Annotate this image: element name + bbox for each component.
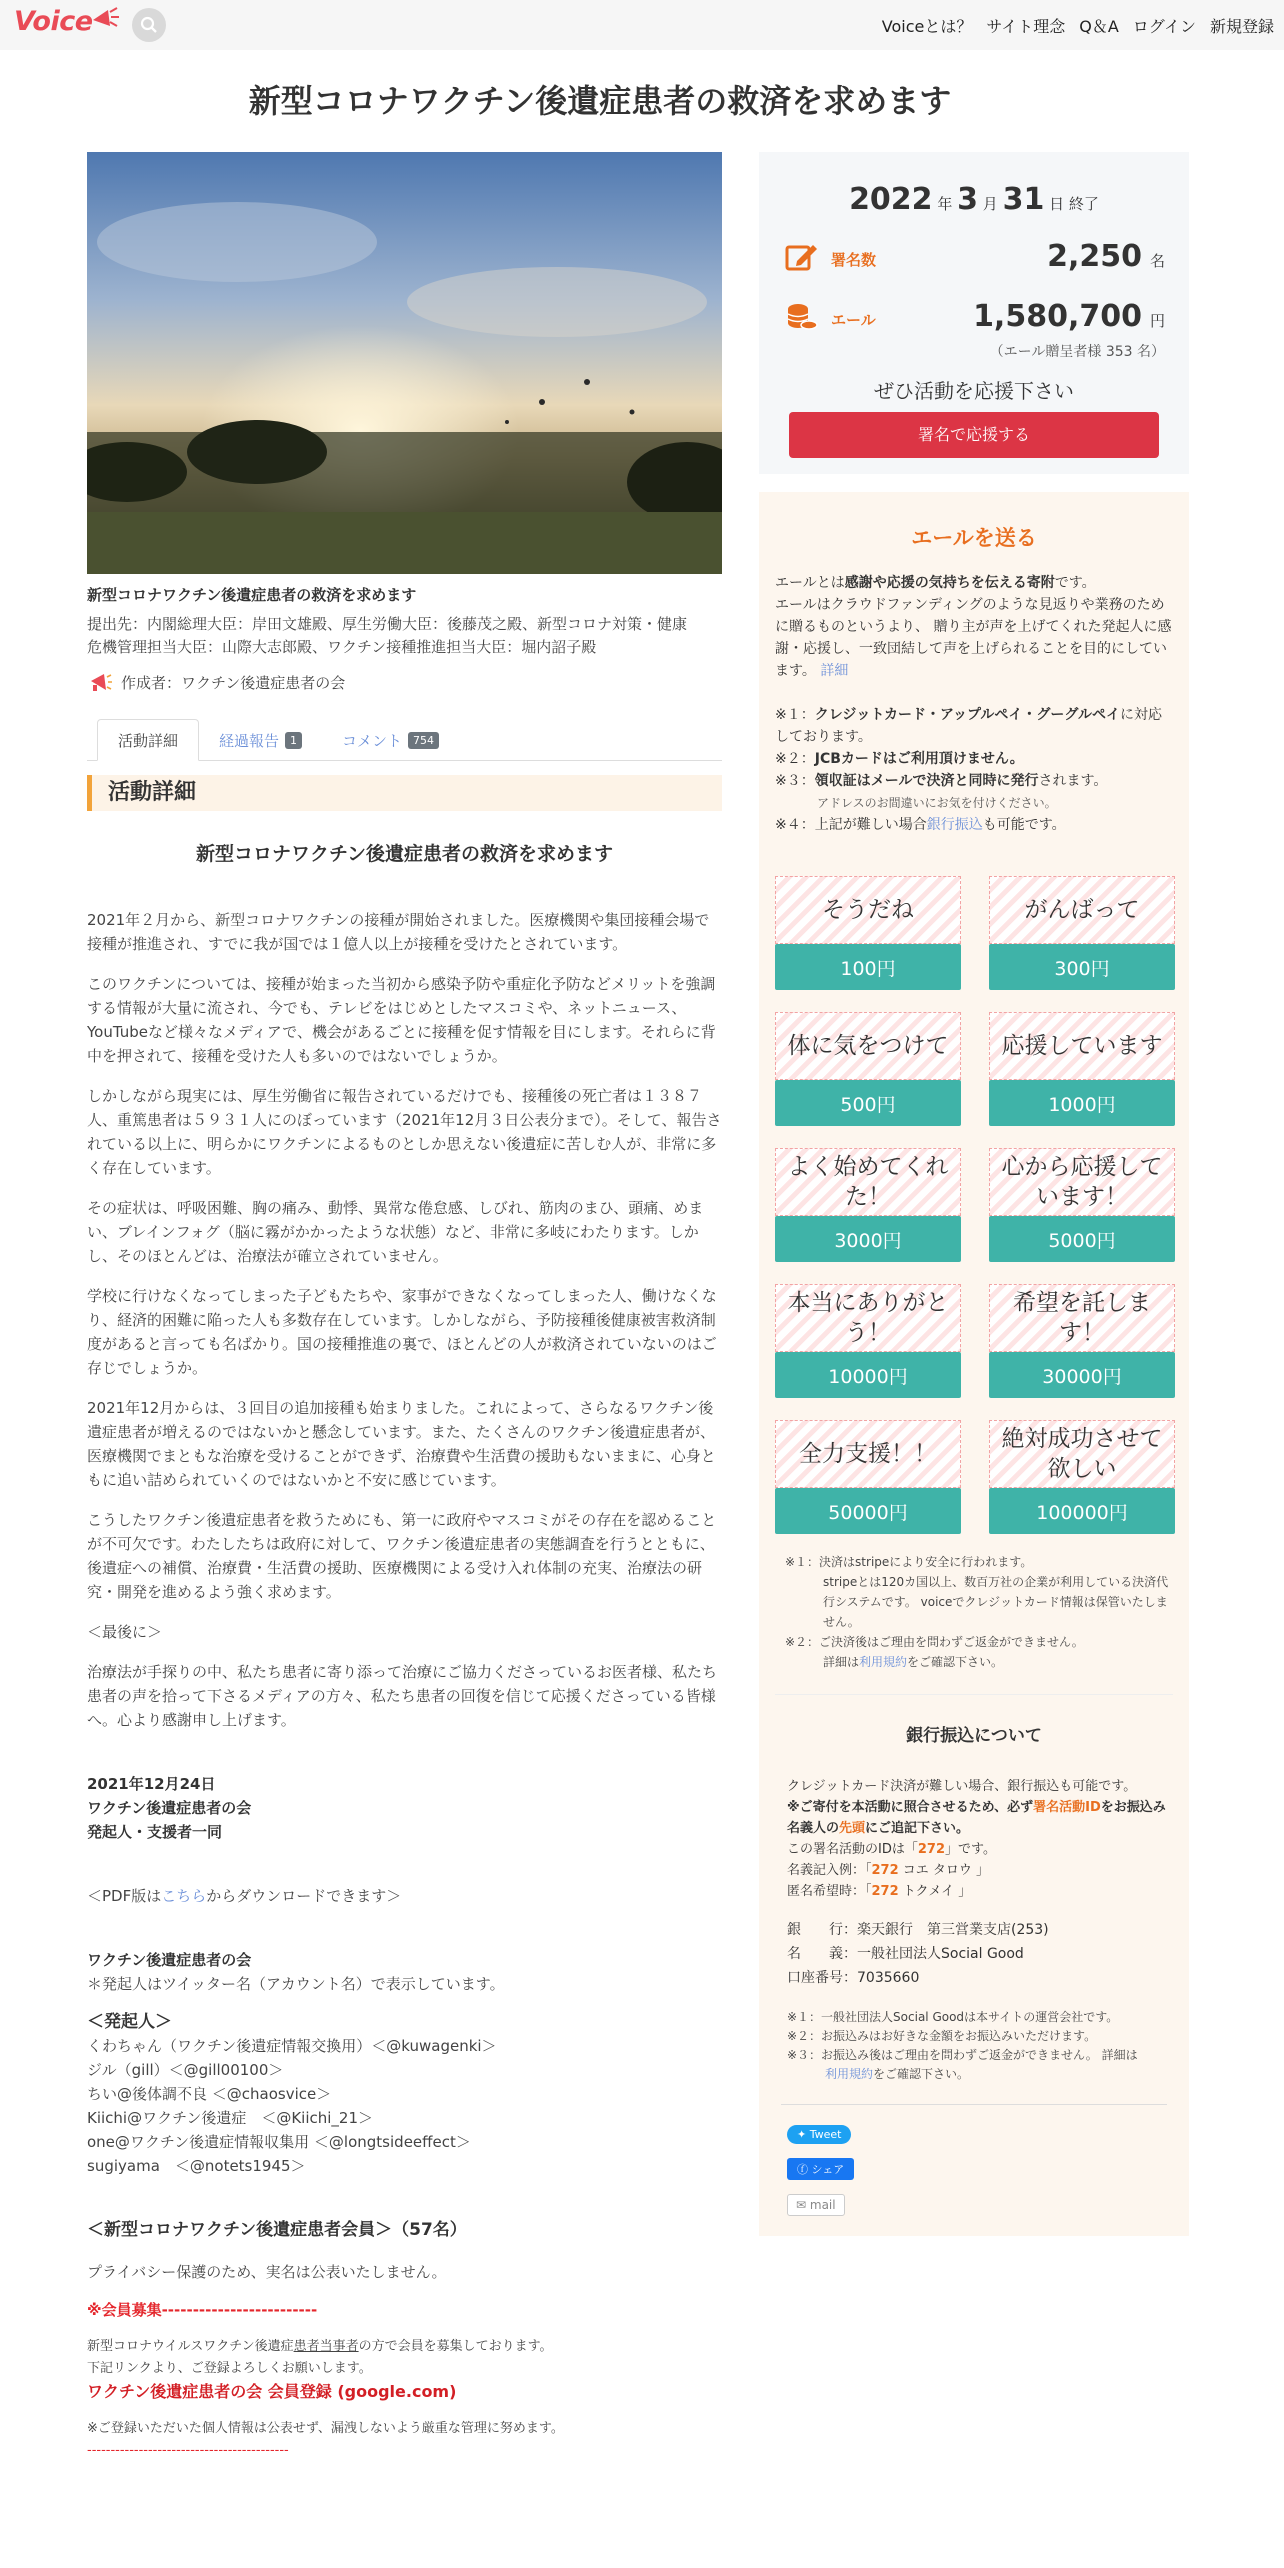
nav-link-about[interactable]: Voiceとは？: [881, 17, 973, 36]
deadline-year-unit: 年: [937, 195, 953, 213]
amount-card[interactable]: [775, 1420, 961, 1534]
recruit-text: [87, 2336, 722, 2358]
tab-comments[interactable]: [322, 719, 459, 761]
paragraph: 2021年12月からは、３回目の追加接種も始まりました。これによって、さらなるワクチン後遺症患者が増えるのではないかと懸念しています。また、たくさんのワクチン後遺症患者が、医療機関でまともな治療を受けることができず、治療費や生活費の援助もないままに、心身ともに追い詰められていくのではないかと不安に感じています。: [87, 1399, 716, 1489]
amount-card[interactable]: [775, 1012, 961, 1126]
progress-count-badge: 1: [285, 732, 302, 749]
amount-button[interactable]: 30000円: [989, 1352, 1175, 1398]
amount-message: 体に気をつけて: [775, 1012, 961, 1080]
pay-note-1-sub: stripeとは120カ国以上、数百万社の企業が利用している決済代行システムです。 voiceでクレジットカード情報は保管いたしません。: [823, 1575, 1169, 1629]
deadline-status: 終了: [1068, 195, 1099, 213]
yell-detail-link[interactable]: 詳細: [820, 663, 849, 679]
yell-desc-a: エールとは: [775, 575, 845, 591]
bank-ex-a: 名義記入例：「: [787, 1863, 872, 1878]
bank-anon-b: 272: [871, 1884, 899, 1899]
paragraph: ＜最後に＞: [87, 1623, 163, 1641]
amount-card[interactable]: [989, 1284, 1175, 1398]
bank-id-a: この署名活動のIDは「: [787, 1842, 918, 1857]
yell-number: 1,580,700: [973, 299, 1142, 334]
yell-row: [773, 297, 1175, 337]
account-number: 口座番号：7035660: [787, 1970, 920, 1986]
search-button[interactable]: [132, 8, 166, 42]
deadline-month: 3: [957, 182, 979, 217]
amount-card[interactable]: [775, 1148, 961, 1262]
yell-givers: （エール贈呈者様 353 名）: [989, 344, 1165, 360]
yell-label: エール: [831, 311, 876, 329]
bank-notes: [781, 2008, 1167, 2084]
mail-label: mail: [809, 2198, 836, 2212]
signatures-number: 2,250: [1047, 239, 1142, 274]
signature-pen-icon: [785, 241, 819, 273]
yell-desc-2: エールはクラウドファンディングのような見返りや業務のために贈るものというより、 贈り主が声を上げてくれた発起人に感謝・応援し、一致団結して声を上げられることを目的にしています。: [775, 597, 1172, 679]
pay-note-2-c: をご確認下さい。: [907, 1655, 1004, 1669]
signatures-unit: 名: [1149, 252, 1165, 270]
tab-comments-label: コメント: [342, 731, 403, 750]
coins-icon: [785, 301, 819, 335]
bank-id-c: 」です。: [945, 1842, 996, 1857]
note4-prefix: ※４：上記が難しい場合: [775, 817, 927, 833]
amount-card[interactable]: [989, 1012, 1175, 1126]
amount-message: 全力支援！！: [775, 1420, 961, 1488]
body-text: [87, 908, 722, 2462]
mail-icon: ✉: [796, 2198, 810, 2212]
signatures-label: 署名数: [831, 251, 877, 269]
facebook-share-button[interactable]: [787, 2158, 854, 2180]
tab-progress[interactable]: [199, 719, 322, 761]
payment-notes: [775, 1552, 1173, 1672]
amount-message: 絶対成功させて欲しい: [989, 1420, 1175, 1488]
group-name: ワクチン後遺症患者の会: [87, 1951, 252, 1969]
bank-line-2e: にご追記下さい。: [865, 1821, 970, 1836]
founder-item: Kiichi@ワクチン後遺症 ＜@Kiichi_21＞: [87, 2109, 374, 2127]
group-note: ＊発起人はツイッター名（アカウント名）で表示しています。: [87, 1975, 505, 1993]
nav-link-qa[interactable]: Q＆A: [1079, 17, 1119, 36]
bank-line-2c: をお振込み名義人の: [787, 1800, 1166, 1836]
signature-group: ワクチン後遺症患者の会: [87, 1799, 252, 1817]
bank-instructions: [781, 1776, 1167, 1902]
paragraph: しかしながら現実には、厚生労働省に報告されているだけでも、接種後の死亡者は１３８７人、重篤患者は５９３１人にのぼっています（2021年12月３日公表分まで）。そして、報告されている以上に、明らかにワクチンによるものとしか思えない後遺症に苦しむ人が、非常に多く存在しています。: [87, 1087, 722, 1177]
register-link[interactable]: ワクチン後遺症患者の会 会員登録 (google.com): [87, 2382, 457, 2401]
bank-transfer-link[interactable]: 銀行振込: [926, 817, 983, 833]
mail-button[interactable]: [787, 2194, 845, 2216]
signatures-value: [1047, 239, 1165, 274]
nav-link-philosophy[interactable]: サイト理念: [986, 17, 1066, 36]
top-nav: [0, 0, 1284, 50]
bank-anon-c: トクメイ 」: [898, 1884, 972, 1899]
recruit-text-b: 患者当事者: [293, 2339, 359, 2354]
logo[interactable]: Voice: [14, 6, 93, 37]
amount-button[interactable]: 3000円: [775, 1216, 961, 1262]
pdf-suffix: からダウンロードできます＞: [206, 1887, 402, 1905]
account-holder: 名 義：一般社団法人Social Good: [787, 1946, 1024, 1962]
note3-sub: アドレスのお間違いにお気を付けください。: [817, 796, 1057, 810]
cheer-message: ぜひ活動を応援下さい: [874, 379, 1074, 403]
megaphone-logo-icon: [90, 6, 120, 30]
tweet-label: Tweet: [809, 2128, 842, 2141]
paragraph: 2021年２月から、新型コロナワクチンの接種が開始されました。医療機関や集団接種会場で接種が推進され、すでに我が国では１億人以上が接種を受けたとされています。: [87, 911, 710, 953]
personal-info-note: ※ご登録いただいた個人情報は公表せず、漏洩しないよう厳重な管理に努めます。: [87, 2421, 564, 2436]
bank-line-2d: 先頭: [839, 1821, 866, 1836]
bank-title: 銀行振込について: [906, 1726, 1042, 1746]
tweet-button[interactable]: [787, 2125, 851, 2144]
search-icon: [140, 16, 158, 34]
yell-desc-b: 感謝や応援の気持ちを伝える寄附: [844, 575, 1055, 591]
note4-suffix: も可能です。: [982, 817, 1066, 833]
privacy-note: プライバシー保護のため、実名は公表いたしません。: [87, 2263, 447, 2281]
yell-desc-c: です。: [1054, 575, 1096, 591]
submitted-to: 提出先：内閣総理大臣：岸田文雄殿、厚生労働大臣：後藤茂之殿、新型コロナ対策・健康危機管理担当大臣：山際大志郎殿、ワクチン接種推進担当大臣：堀内詔子殿: [87, 615, 688, 656]
comment-count-badge: 754: [408, 732, 439, 749]
amount-button[interactable]: 300円: [989, 944, 1175, 990]
author: [87, 669, 722, 695]
amount-grid: [775, 876, 1173, 1534]
bank-id-b: 272: [917, 1842, 945, 1857]
bank-terms-link[interactable]: 利用規約: [825, 2067, 874, 2081]
hero-image: [87, 152, 722, 574]
note3-prefix: ※３：: [775, 773, 815, 789]
bank-note-2: ※２：お振込みはお好きな金額をお振込みいただけます。: [787, 2029, 1097, 2043]
founder-item: ちい@後体調不良 ＜@chaosvice＞: [87, 2085, 332, 2103]
amount-card[interactable]: [775, 876, 961, 990]
pay-note-2: ※２：ご決済後はご理由を問わずご返金ができません。: [785, 1635, 1084, 1649]
founder-item: ジル（gill）＜@gill00100＞: [87, 2061, 284, 2079]
tab-details-label: 活動詳細: [118, 731, 179, 750]
sidebar: [759, 152, 1189, 2236]
amount-card[interactable]: [989, 1420, 1175, 1534]
pdf-line: [87, 1884, 722, 1908]
megaphone-icon: [87, 669, 113, 695]
amount-message: よく始めてくれた！: [775, 1148, 961, 1216]
author-name: 作成者：ワクチン後遺症患者の会: [121, 673, 346, 692]
amount-message: そうだね: [775, 876, 961, 944]
bank-note-3: ※３：お振込み後はご理由を問わずご返金ができません。 詳細は: [787, 2048, 1138, 2062]
note1-prefix: ※１：: [775, 707, 815, 723]
bank-note-3-c: をご確認下さい。: [873, 2067, 970, 2081]
recruit-heading: ※会員募集-------------------------: [87, 2301, 318, 2319]
yell-unit: 円: [1149, 312, 1165, 330]
dash-line: -------------------------------------------: [87, 2443, 289, 2458]
paragraph: このワクチンについては、接種が始まった当初から感染予防や重症化予防などメリットを強調する情報が大量に流され、今でも、テレビをはじめとしたマスコミや、ネットニュース、YouTubeなど様々なメディアで、機会があるごとに接種を促す情報を目にします。それらに背中を押されて、接種を受けた人も多いのではないでしょうか。: [87, 975, 716, 1065]
recruit-text-2: 下記リンクより、ご登録よろしくお願いします。: [87, 2361, 372, 2376]
bank-name: 銀 行：楽天銀行 第三営業支店(253): [787, 1922, 1049, 1938]
note1-bold: クレジットカード・アップルペイ・グーグルペイ: [814, 707, 1121, 723]
nav-link-register[interactable]: 新規登録: [1209, 17, 1274, 36]
nav-link-login[interactable]: ログイン: [1132, 17, 1196, 36]
tab-details[interactable]: [97, 719, 199, 761]
amount-button[interactable]: 5000円: [989, 1216, 1175, 1262]
founder-item: くわちゃん（ワクチン後遺症情報交換用）＜@kuwagenki＞: [87, 2037, 497, 2055]
twitter-icon: ✦: [797, 2128, 810, 2141]
note3-suffix: されます。: [1038, 773, 1108, 789]
amount-button[interactable]: 100000円: [989, 1488, 1175, 1534]
bank-line-1: クレジットカード決済が難しい場合、銀行振込も可能です。: [787, 1779, 1137, 1794]
amount-message: 希望を託します！: [989, 1284, 1175, 1352]
bank-line-2b: 署名活動ID: [1033, 1800, 1101, 1815]
main-content: [87, 152, 722, 2462]
amount-button[interactable]: 50000円: [775, 1488, 961, 1534]
note1-suffix: に対応しております。: [775, 707, 1163, 745]
terms-link[interactable]: 利用規約: [859, 1655, 908, 1669]
amount-card[interactable]: [775, 1284, 961, 1398]
pay-note-1: ※１：決済はstripeにより安全に行われます。: [785, 1555, 1033, 1569]
deadline-day: 31: [1002, 182, 1045, 217]
facebook-icon: ⓕ: [797, 2163, 812, 2176]
founder-item: one@ワクチン後遺症情報収集用 ＜@longtsideeffect＞: [87, 2133, 471, 2151]
signature-members: 発起人・支援者一同: [87, 1823, 223, 1841]
bank-note-1: ※１：一般社団法人Social Goodは本サイトの運営会社です。: [787, 2010, 1119, 2024]
paragraph: 学校に行けなくなってしまった子どもたちや、家事ができなくなってしまった人、働けなくなり、経済的困難に陥った人も多数存在しています。しかしながら、予防接種後健康被害救済制度があると言っても名ばかり。国の接種推進の裏で、ほとんどの人が救済されていないのはご存じでしょうか。: [87, 1287, 717, 1377]
amount-button[interactable]: 10000円: [775, 1352, 961, 1398]
page-title: 新型コロナワクチン後遺症患者の救済を求めます: [248, 82, 952, 120]
bank-anon-a: 匿名希望時：「: [787, 1884, 872, 1899]
yell-notes: [775, 704, 1173, 836]
share-label: シェア: [811, 2163, 845, 2176]
bank-line-2a: ※ご寄付を本活動に照合させるため、必ず: [787, 1800, 1034, 1815]
signature-date: 2021年12月24日: [87, 1775, 216, 1793]
amount-card[interactable]: [989, 1148, 1175, 1262]
members-heading: ＜新型コロナワクチン後遺症患者会員＞（57名）: [87, 2220, 467, 2240]
nav-links: [882, 14, 1274, 37]
founder-item: sugiyama ＜@notets1945＞: [87, 2157, 306, 2175]
yell-title: エールを送る: [911, 526, 1037, 550]
pay-note-2-a: 詳細は: [823, 1655, 860, 1669]
share-buttons: [781, 2104, 1167, 2216]
deadline: [773, 182, 1175, 217]
bank-account: [781, 1918, 1167, 1990]
note2-bold: JCBカードはご利用頂けません。: [814, 751, 1024, 767]
stats-panel: [759, 152, 1189, 474]
amount-button[interactable]: 100円: [775, 944, 961, 990]
amount-message: がんばって: [989, 876, 1175, 944]
bank-ex-b: 272: [871, 1863, 899, 1878]
tab-progress-label: 経過報告: [219, 731, 280, 750]
signatures-row: [773, 237, 1175, 277]
bank-transfer-section: [775, 1694, 1173, 2216]
amount-message: 心から応援しています！: [989, 1148, 1175, 1216]
amount-button[interactable]: 1000円: [989, 1080, 1175, 1126]
deadline-month-unit: 月: [982, 195, 998, 213]
deadline-day-unit: 日: [1049, 195, 1065, 213]
pdf-prefix: ＜PDF版は: [87, 1887, 162, 1905]
yell-value: [973, 299, 1165, 334]
sign-support-button[interactable]: 署名で応援する: [789, 412, 1159, 458]
bank-ex-c: コエ タロウ 」: [898, 1863, 990, 1878]
note3-bold: 領収証はメールで決済と同時に発行: [814, 773, 1039, 789]
paragraph: その症状は、呼吸困難、胸の痛み、動悸、異常な倦怠感、しびれ、筋肉のまひ、頭痛、めまい、ブレインフォグ（脳に霧がかかったような状態）など、非常に多岐にわたります。しかし、そのほとんどは、治療法が確立されていません。: [87, 1199, 704, 1265]
tab-bar: [87, 719, 722, 761]
paragraph: こうしたワクチン後遺症患者を救うためにも、第一に政府やマスコミがその存在を認めることが不可欠です。わたしたちは政府に対して、ワクチン後遺症患者の実態調査を行うとともに、後遺症への補償、治療費・生活費の援助、医療機関による受け入れ体制の充実、治療法の研究・開発を進めるよう強く求めます。: [87, 1511, 717, 1601]
paragraph: 治療法が手探りの中、私たち患者に寄り添って治療にご協力くださっているお医者様、私たち患者の声を拾って下さるメディアの方々、私たち患者の回復を信じて応援くださっている皆様へ。心より感謝申し上げます。: [87, 1663, 718, 1729]
yell-panel: [759, 492, 1189, 2236]
deadline-year: 2022: [849, 182, 933, 217]
amount-message: 本当にありがとう！: [775, 1284, 961, 1352]
recruit-text-c: の方で会員を募集しております。: [358, 2339, 553, 2354]
yell-description: [775, 572, 1173, 682]
note2-prefix: ※２：: [775, 751, 815, 767]
recruit-text-a: 新型コロナウイルスワクチン後遺症: [87, 2339, 294, 2354]
amount-message: 応援しています: [989, 1012, 1175, 1080]
amount-button[interactable]: 500円: [775, 1080, 961, 1126]
section-heading: 活動詳細: [87, 775, 722, 811]
body-title: 新型コロナワクチン後遺症患者の救済を求めます: [195, 843, 614, 865]
amount-card[interactable]: [989, 876, 1175, 990]
founders-heading: ＜発起人＞: [87, 2012, 172, 2032]
pdf-download-link[interactable]: こちら: [161, 1887, 207, 1905]
image-caption: 新型コロナワクチン後遺症患者の救済を求めます: [87, 586, 417, 604]
